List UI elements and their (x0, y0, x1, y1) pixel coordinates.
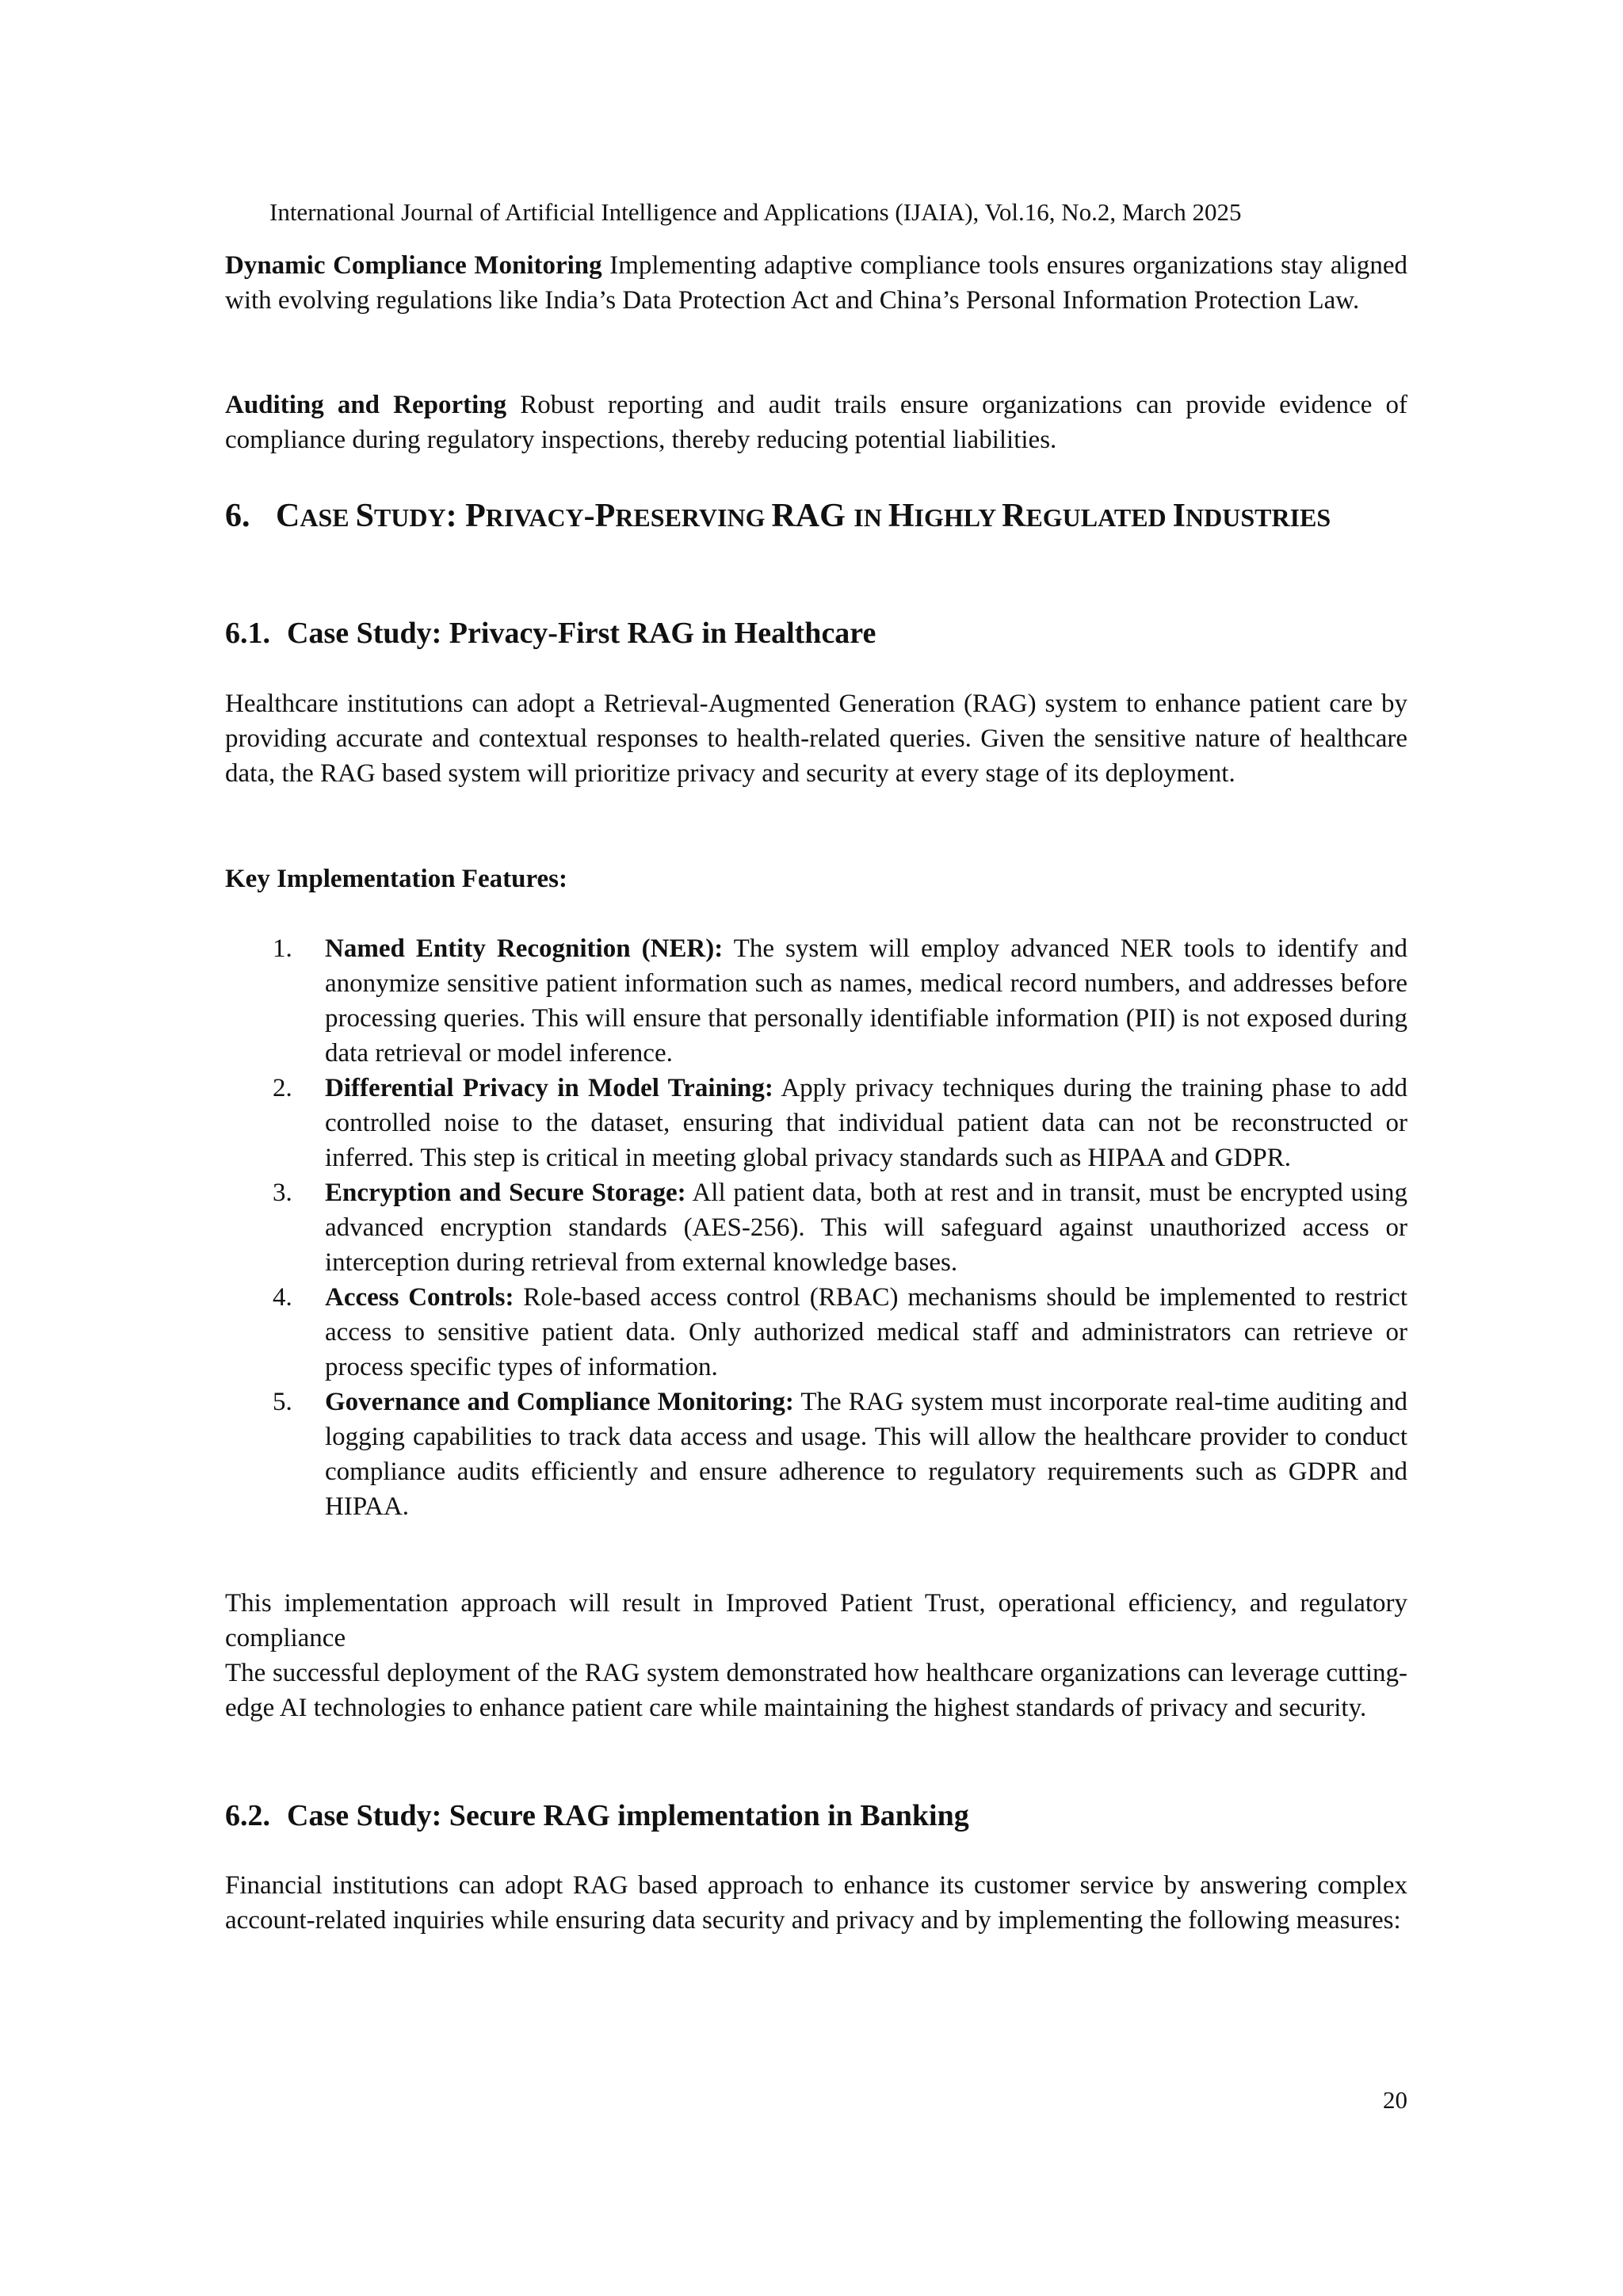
section-title-part: EGULATED (1025, 503, 1173, 532)
subsection-number: 6.2. (225, 1799, 270, 1832)
section-title-part: R (1002, 498, 1026, 534)
paragraph-text: Implementing adaptive compliance tools ensures organizations stay aligned with evolving regulations like India’s Data Protection Act and China’s Personal Information Protection Law. (225, 251, 1407, 315)
section-title-part: I (1172, 498, 1186, 534)
section-title-part: RESERVING (615, 503, 772, 532)
section-title-part: IN (854, 503, 888, 532)
running-header: International Journal of Artificial Intelligence and Applications (IJAIA), Vol.16, No.2, March 2025 (269, 198, 1242, 226)
paragraph-text: Robust reporting and audit trails ensure organizations can provide evidence of compliance during regulatory inspections, thereby reducing potential liabilities. (225, 391, 1407, 454)
section-title-part: RAG (771, 498, 854, 534)
subsection-6-1-heading (225, 613, 876, 653)
section-title-part: C (276, 498, 300, 534)
list-number: 1. (273, 934, 292, 963)
list-item-lead: Governance and Compliance Monitoring: (325, 1388, 794, 1416)
paragraph-healthcare-intro: Healthcare institutions can adopt a Retrieval-Augmented Generation (RAG) system to enhance patient care by providing accurate and contextual responses to health-related queries. Given the sensitive nature of healthcare data, the RAG based system will prioritize privacy and security at every stage of its deployment. (225, 690, 1407, 788)
section-title (276, 494, 1407, 540)
subsection-6-2-heading (225, 1796, 969, 1836)
run-in-heading: Dynamic Compliance Monitoring (225, 251, 602, 280)
list-item-lead: Differential Privacy in Model Training: (325, 1074, 773, 1102)
run-in-heading: Auditing and Reporting (225, 391, 507, 419)
list-item (225, 931, 1407, 1071)
features-list (225, 931, 1407, 1524)
subsection-number: 6.1. (225, 617, 270, 650)
section-title-part: IGHLY (914, 503, 1002, 532)
list-item (225, 1385, 1407, 1524)
section-title-part: TUDY (373, 503, 446, 532)
section-title-part: P (465, 498, 486, 534)
page-number: 20 (1383, 2086, 1407, 2114)
subsection-title: Case Study: Secure RAG implementation in Banking (287, 1799, 969, 1832)
section-title-part: H (888, 498, 915, 534)
subsection-title: Case Study: Privacy-First RAG in Healthcare (287, 617, 876, 650)
list-number: 3. (273, 1179, 292, 1207)
section-title-part: ASE (300, 503, 356, 532)
paragraph-dynamic-compliance (225, 248, 1407, 318)
section-6-heading (225, 494, 1407, 540)
section-title-part: -P (583, 498, 616, 534)
list-item-text: The system will employ advanced NER tools to identify and anonymize sensitive patient information such as names, medical record numbers, and addresses before processing queries. This will ensure that personally identifiable information (PII) is not exposed during data retrieval or model inference. (325, 934, 1407, 1068)
list-number: 5. (273, 1388, 292, 1416)
list-item-lead: Encryption and Secure Storage: (325, 1179, 686, 1207)
list-item (225, 1175, 1407, 1280)
paragraph-conclusion-1: This implementation approach will result in Improved Patient Trust, operational efficiency, and regulatory compliance (225, 1589, 1407, 1652)
list-item-text: The RAG system must incorporate real-time auditing and logging capabilities to track data access and usage. This will allow the healthcare provider to conduct compliance audits efficiently and ensure adherence to regulatory requirements such as GDPR and HIPAA. (325, 1388, 1407, 1521)
list-item-text: Role-based access control (RBAC) mechanisms should be implemented to restrict access to sensitive patient data. Only authorized medical staff and administrators can retrieve or process specific types of information. (325, 1283, 1407, 1381)
list-number: 2. (273, 1074, 292, 1102)
list-item (225, 1280, 1407, 1385)
paragraph-auditing-reporting (225, 388, 1407, 457)
section-title-part: RIVACY (485, 503, 584, 532)
paragraph-conclusion-2: The successful deployment of the RAG system demonstrated how healthcare organizations can leverage cutting-edge AI technologies to enhance patient care while maintaining the highest standards of privacy and security. (225, 1659, 1407, 1722)
list-item (225, 1071, 1407, 1175)
list-item-lead: Named Entity Recognition (NER): (325, 934, 724, 963)
section-number: 6. (225, 498, 250, 534)
list-number: 4. (273, 1283, 292, 1312)
paragraph-banking-intro: Financial institutions can adopt RAG based approach to enhance its customer service by answering complex account-related inquiries while ensuring data security and privacy and by implementing the following measures: (225, 1871, 1407, 1935)
list-item-lead: Access Controls: (325, 1283, 514, 1312)
section-title-part: S (355, 498, 374, 534)
section-title-part: NDUSTRIES (1186, 503, 1331, 532)
section-title-part: : (445, 498, 466, 534)
key-features-heading: Key Implementation Features: (225, 865, 567, 893)
list-item-text: All patient data, both at rest and in transit, must be encrypted using advanced encryption standards (AES-256). This will safeguard against unauthorized access or interception during retrieval from external knowledge bases. (325, 1179, 1407, 1277)
list-item-text: Apply privacy techniques during the training phase to add controlled noise to the dataset, ensuring that individual patient data can not be reconstructed or inferred. This step is critical in meeting global privacy standards such as HIPAA and GDPR. (325, 1074, 1407, 1172)
